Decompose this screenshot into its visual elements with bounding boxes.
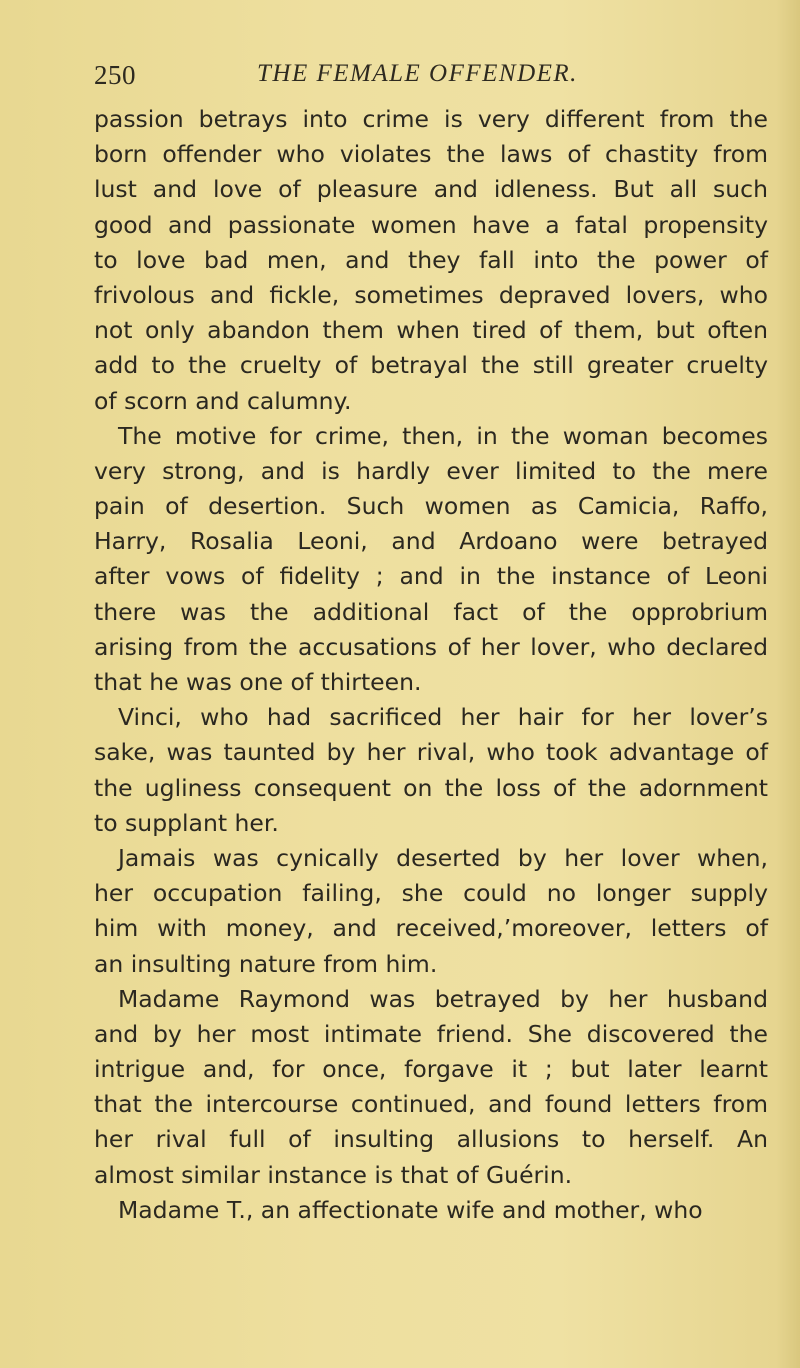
text-line: after vows of fidelity ; and in the instance of Leoni (94, 562, 768, 591)
running-head (94, 60, 734, 100)
text-line: lust and love of pleasure and idleness. But all such (94, 175, 768, 204)
paragraph (94, 841, 768, 982)
paragraph (94, 102, 768, 419)
page-number: 250 (94, 60, 136, 90)
text-line: her occupation failing, she could no longer supply (94, 879, 768, 908)
text-line: that the intercourse continued, and found letters from (94, 1090, 768, 1119)
text-line: Harry, Rosalia Leoni, and Ardoano were betrayed (94, 527, 768, 556)
body-text (94, 102, 768, 1228)
text-line: of scorn and calumny. (94, 386, 352, 415)
text-line: sake, was taunted by her rival, who took advantage of (94, 738, 768, 767)
paragraph (94, 1193, 768, 1228)
text-line: frivolous and fickle, sometimes depraved lovers, who (94, 280, 768, 309)
text-line: to supplant her. (94, 808, 279, 837)
text-line: Madame Raymond was betrayed by her husband (118, 984, 768, 1013)
text-line: there was the additional fact of the opprobrium (94, 597, 768, 626)
text-line: pain of desertion. Such women as Camicia, Raffo, (94, 492, 768, 521)
text-line: the ugliness consequent on the loss of the adornment (94, 773, 768, 802)
text-line: that he was one of thirteen. (94, 668, 422, 696)
text-line: very strong, and is hardly ever limited to the mere (94, 456, 768, 485)
paragraph (94, 700, 768, 841)
text-line: arising from the accusations of her lover, who declared (94, 632, 768, 661)
running-title: THE FEMALE OFFENDER. (257, 60, 578, 87)
text-line: good and passionate women have a fatal propensity (94, 210, 768, 239)
text-line: Vinci, who had sacrificed her hair for her lover’s (118, 703, 768, 732)
text-line: and by her most intimate friend. She discovered the (94, 1019, 768, 1048)
text-line: born offender who violates the laws of chastity from (94, 140, 768, 169)
text-line: her rival full of insulting allusions to herself. An (94, 1125, 768, 1154)
text-line: The motive for crime, then, in the woman becomes (118, 421, 768, 450)
paragraph (94, 419, 768, 701)
text-line: add to the cruelty of betrayal the still greater cruelty (94, 351, 768, 380)
text-line: to love bad men, and they fall into the power of (94, 245, 768, 274)
text-line: Madame T., an affectionate wife and mother, who (118, 1195, 703, 1224)
text-line: intrigue and, for once, forgave it ; but later learnt (94, 1055, 768, 1084)
text-line: not only abandon them when tired of them, but often (94, 316, 768, 345)
paragraph (94, 982, 768, 1193)
text-line: an insulting nature from him. (94, 949, 438, 978)
text-line: passion betrays into crime is very different from the (94, 105, 768, 133)
text-line: almost similar instance is that of Guérin. (94, 1160, 573, 1189)
text-line: Jamais was cynically deserted by her lover when, (118, 843, 768, 872)
text-line: him with money, and received,’moreover, letters of (94, 914, 768, 943)
